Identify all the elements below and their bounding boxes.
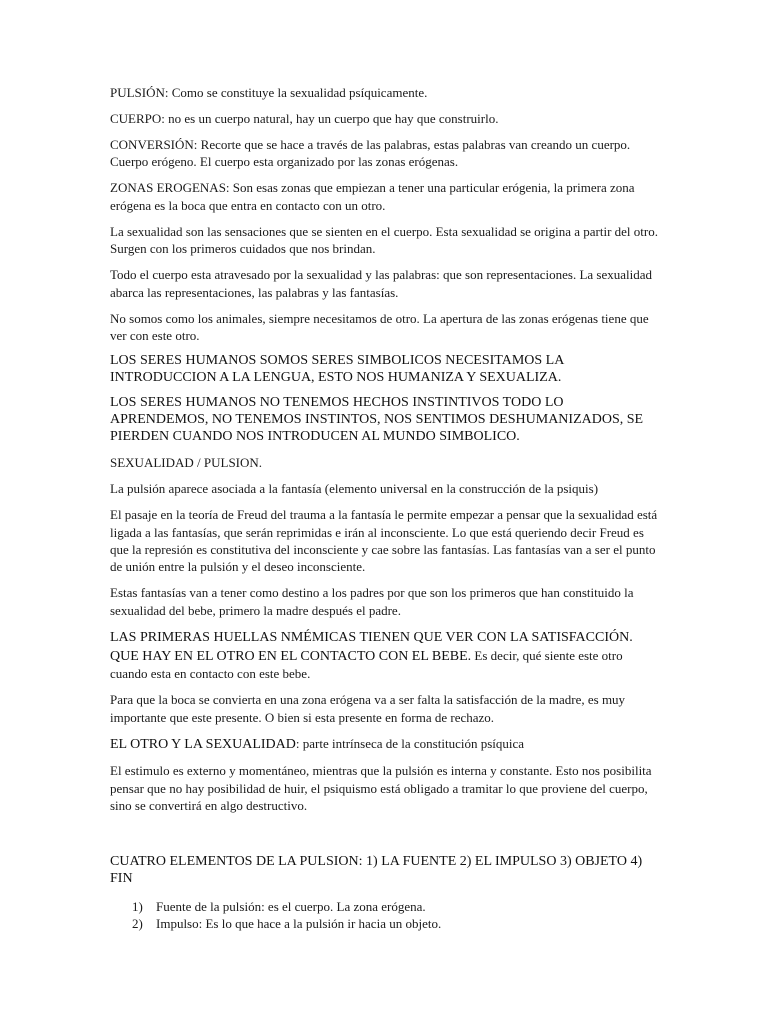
- list-item: [110, 898, 660, 916]
- heading-sexualidad-pulsion: SEXUALIDAD / PULSION.: [110, 455, 263, 471]
- paragraph-pulsion-fantasia: La pulsión aparece asociada a la fantasía (elemento universal en la construcción de la psiquis): [110, 481, 599, 497]
- paragraph-seres-instintivos: LOS SERES HUMANOS NO TENEMOS HECHOS INSTINTIVOS TODO LO APRENDEMOS, NO TENEMOS INSTINTOS, NOS SENTIMOS DESHUMANIZADOS, SE PIERDEN CUANDO NOS INTRODUCEN AL MUNDO SIMBOLICO.: [110, 395, 644, 444]
- paragraph-huellas-nmemicas: [110, 628, 660, 683]
- paragraph-freud-trauma: El pasaje en la teoría de Freud del trauma a la fantasía le permite empezar a pensar que la sexualidad está ligada a las fantasías, que serán reprimidas e irán al inconsciente. Lo que está queriendo decir Freud es que la represión es constitutiva del inconsciente y cae sobre las fantasías. Las fantasías van a ser el punto de unión entre la pulsión y el deseo inconsciente.: [110, 507, 658, 575]
- paragraph-estimulo: El estimulo es externo y momentáneo, mientras que la pulsión es interna y constante. Esto nos posibilita pensar que no hay posibilidad de huir, el psiquismo está obligado a tramitar lo que proviene del cuerpo, sino se convertirá en algo destructivo.: [110, 763, 652, 814]
- elementos-list: [110, 898, 660, 933]
- paragraph-conversion: CONVERSIÓN: Recorte que se hace a través de las palabras, estas palabras van creando un cuerpo. Cuerpo erógeno. El cuerpo esta organizado por las zonas erógenas.: [110, 137, 631, 170]
- paragraph-cuerpo: CUERPO: no es un cuerpo natural, hay un cuerpo que hay que construirlo.: [110, 111, 499, 126]
- paragraph-sexualidad-sensaciones: La sexualidad son las sensaciones que se sienten en el cuerpo. Esta sexualidad se origina a partir del otro. Surgen con los primeros cuidados que nos brindan.: [110, 223, 658, 257]
- blank-line: [110, 823, 660, 854]
- paragraph-cuerpo-atravesado: Todo el cuerpo esta atravesado por la sexualidad y las palabras: que son representaciones. La sexualidad abarca las representaciones, las palabras y las fantasías.: [110, 267, 652, 300]
- list-item-text: Fuente de la pulsión: es el cuerpo. La zona erógena.: [156, 898, 426, 914]
- huellas-rest-text: Es decir, qué siente este otro cuando esta en contacto con este bebe.: [110, 647, 623, 682]
- huellas-caps-text: LAS PRIMERAS HUELLAS NMÉMICAS TIENEN QUE VER CON LA SATISFACCIÓN. QUE HAY EN EL OTRO EN EL CONTACTO CON EL BEBE.: [110, 629, 633, 664]
- list-item: [110, 915, 660, 933]
- paragraph-fantasias-padres: Estas fantasías van a tener como destino a los padres por que son los primeros que han constituido la sexualidad del bebe, primero la madre después el padre.: [110, 585, 634, 618]
- list-item-text: Impulso: Es lo que hace a la pulsión ir hacia un objeto.: [156, 916, 442, 932]
- paragraph-seres-simbolicos: LOS SERES HUMANOS SOMOS SERES SIMBOLICOS NECESITAMOS LA INTRODUCCION A LA LENGUA, ESTO NOS HUMANIZA Y SEXUALIZA.: [110, 353, 564, 385]
- paragraph-pulsion: PULSIÓN: Como se constituye la sexualidad psíquicamente.: [110, 85, 428, 100]
- document-page: [110, 84, 660, 933]
- paragraph-zonas-erogenas: ZONAS EROGENAS: Son esas zonas que empiezan a tener una particular erógenia, la primera zona erógena es la boca que entra en contacto con un otro.: [110, 180, 635, 213]
- list-item-number: 1): [132, 898, 143, 914]
- otro-rest-text: : parte intrínseca de la constitución psíquica: [295, 735, 525, 751]
- heading-cuatro-elementos: CUATRO ELEMENTOS DE LA PULSION: 1) LA FUENTE 2) EL IMPULSO 3) OBJETO 4) FIN: [110, 854, 643, 886]
- paragraph-otro-sexualidad: [110, 735, 660, 754]
- list-item-number: 2): [132, 916, 143, 932]
- otro-caps-text: EL OTRO Y LA SEXUALIDAD: [110, 736, 296, 752]
- paragraph-boca: Para que la boca se convierta en una zona erógena va a ser falta la satisfacción de la madre, es muy importante que este presente. O bien si esta presente en forma de rechazo.: [110, 692, 626, 725]
- paragraph-no-somos-animales: No somos como los animales, siempre necesitamos de otro. La apertura de las zonas erógenas tiene que ver con este otro.: [110, 310, 649, 344]
